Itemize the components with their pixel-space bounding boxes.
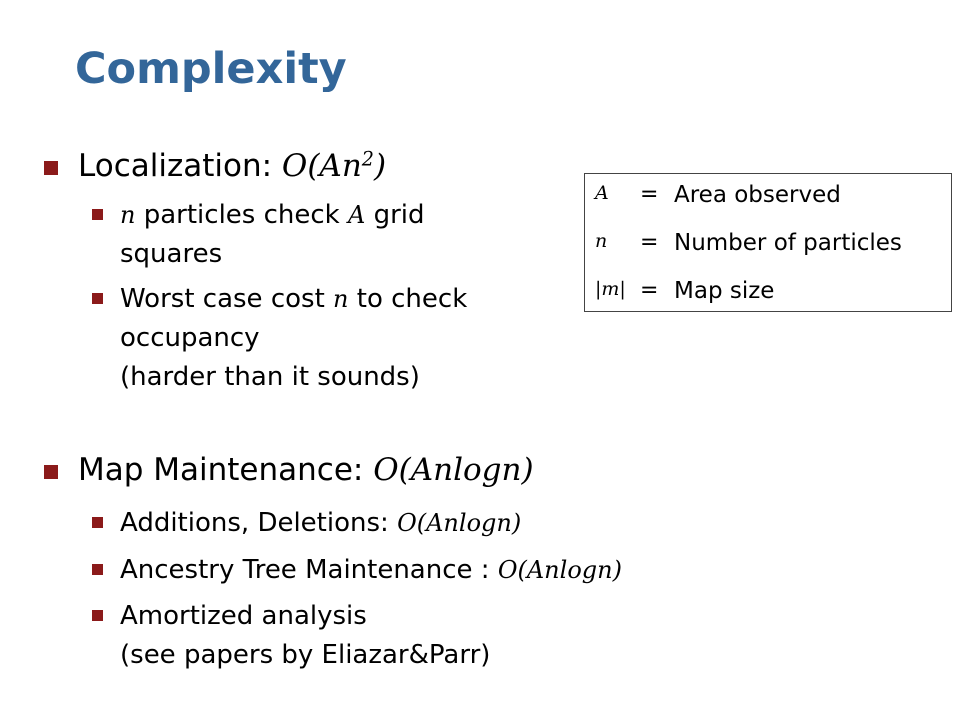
- legend-definition: Number of particles: [674, 230, 902, 256]
- legend-definition: Area observed: [674, 182, 841, 208]
- legend-equals: =: [640, 278, 659, 303]
- sub-bullet-square-icon: [92, 610, 103, 621]
- legend-symbol: n: [595, 230, 608, 252]
- legend-symbol: |m|: [595, 278, 626, 300]
- list-item: Amortized analysis: [120, 601, 367, 631]
- section-label: Map Maintenance:: [78, 452, 364, 488]
- list-item: Worst case cost n to check: [120, 284, 468, 314]
- sub-bullet-square-icon: [92, 564, 103, 575]
- legend-row: [585, 176, 951, 216]
- section-heading-localization: [78, 148, 386, 184]
- legend-equals: =: [640, 230, 659, 255]
- list-item-continuation: occupancy: [120, 323, 260, 353]
- list-item-continuation: squares: [120, 239, 223, 269]
- bullet-square-icon: [44, 465, 58, 479]
- sub-bullet-square-icon: [92, 293, 103, 304]
- legend-symbol: A: [595, 182, 609, 204]
- section-label: Localization:: [78, 148, 273, 184]
- slide-title: Complexity: [75, 44, 347, 94]
- complexity-formula: O(An$^2$): [281, 147, 387, 184]
- list-item: Ancestry Tree Maintenance : O(Anlogn): [120, 555, 622, 585]
- sub-bullet-square-icon: [92, 209, 103, 220]
- list-item: Additions, Deletions: O(Anlogn): [120, 508, 522, 538]
- list-item-continuation: (see papers by Eliazar&Parr): [120, 640, 491, 670]
- legend-box: [584, 173, 952, 312]
- list-item-continuation: (harder than it sounds): [120, 362, 420, 392]
- sub-bullet-square-icon: [92, 517, 103, 528]
- legend-row: [585, 224, 951, 264]
- section-heading-map-maintenance: [78, 452, 534, 488]
- legend-equals: =: [640, 182, 659, 207]
- legend-row: [585, 272, 951, 312]
- legend-definition: Map size: [674, 278, 775, 304]
- bullet-square-icon: [44, 161, 58, 175]
- complexity-formula: O(Anlogn): [373, 452, 534, 488]
- list-item: n particles check A grid: [120, 200, 425, 230]
